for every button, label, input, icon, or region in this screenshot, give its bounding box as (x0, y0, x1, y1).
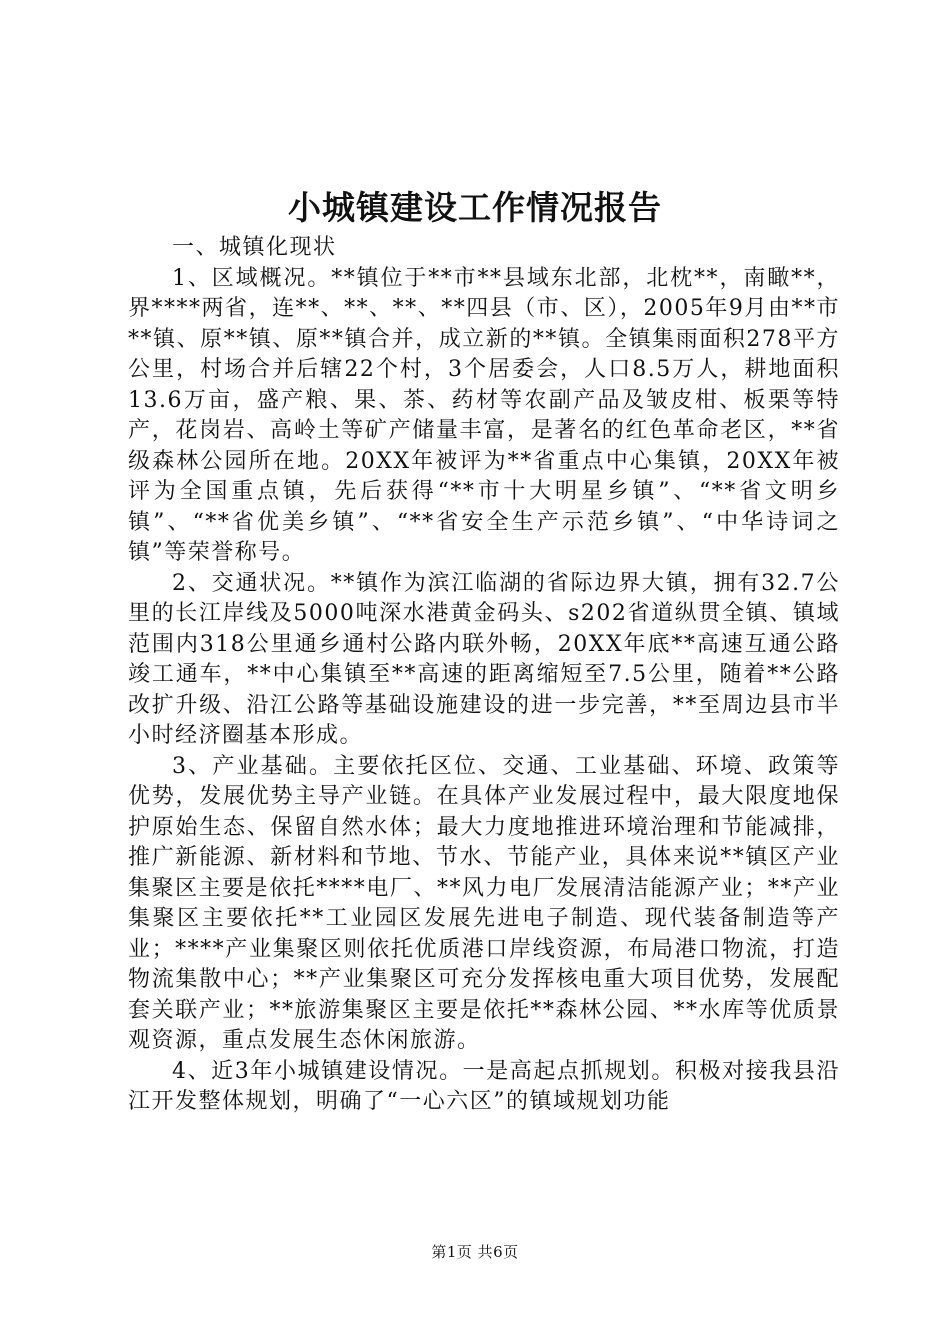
paragraph-transport-status: 2、交通状况。**镇作为滨江临湖的省际边界大镇，拥有32.7公里的长江岸线及5000吨深水港黄金码头、s202省道纵贯全镇、镇域范围内318公里通乡通村公路内联外畅，20XX年底**高速互通公路竣工通车，**中心集镇至**高速的距离缩短至7.5公里，随着**公路改扩升级、沿江公路等基础设施建设的进一步完善，**至周边县市半小时经济圈基本形成。 (128, 570, 840, 748)
document-body (128, 233, 840, 1118)
document-title: 小城镇建设工作情况报告 (288, 188, 662, 227)
page-footer: 第1页 共6页 (431, 1243, 519, 1261)
paragraph-recent-construction: 4、近3年小城镇建设情况。一是高起点抓规划。积极对接我县沿江开发整体规划，明确了“一心六区”的镇域规划功能 (128, 1058, 840, 1114)
paragraph-regional-overview: 1、区域概况。**镇位于**市**县域东北部，北枕**，南瞰**，界****两省，连**、**、**、**四县（市、区），2005年9月由**市**镇、原**镇、原**镇合并，成立新的**镇。全镇集雨面积278平方公里，村场合并后辖22个村，3个居委会，人口8.5万人，耕地面积13.6万亩，盛产粮、果、茶、药材等农副产品及皱皮柑、板栗等特产，花岗岩、高岭土等矿产储量丰富，是著名的红色革命老区，**省级森林公园所在地。20XX年被评为**省重点中心集镇，20XX年被评为全国重点镇，先后获得“**市十大明星乡镇”、“**省文明乡镇”、“**省优美乡镇”、“**省安全生产示范乡镇”、“中华诗词之镇”等荣誉称号。 (128, 265, 840, 565)
section-heading: 一、城镇化现状 (172, 235, 337, 260)
paragraph-industry-base: 3、产业基础。主要依托区位、交通、工业基础、环境、政策等优势，发展优势主导产业链。在具体产业发展过程中，最大限度地保护原始生态、保留自然水体；最大力度地推进环境治理和节能减排，推广新能源、新材料和节地、节水、节能产业，具体来说**镇区产业集聚区主要是依托****电厂、**风力电厂发展清洁能源产业；**产业集聚区主要依托**工业园区发展先进电子制造、现代装备制造等产业；****产业集聚区则依托优质港口岸线资源，布局港口物流，打造物流集散中心；**产业集聚区可充分发挥核电重大项目优势，发展配套关联产业；**旅游集聚区主要是依托**森林公园、**水库等优质景观资源，重点发展生态休闲旅游。 (128, 753, 840, 1053)
